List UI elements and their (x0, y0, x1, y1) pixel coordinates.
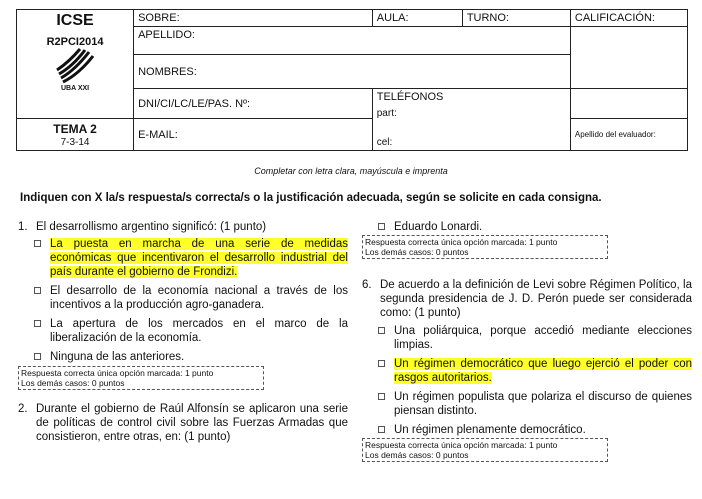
exam-logo-cell (17, 10, 134, 119)
checkbox-icon[interactable] (378, 360, 385, 367)
tema-cell (17, 119, 134, 151)
telefonos-field[interactable] (372, 89, 570, 151)
scoring-line-2: Los demás casos: 0 puntos (365, 247, 469, 257)
turno-field[interactable]: TURNO: (462, 10, 570, 27)
scoring-note (362, 438, 608, 462)
q1-option-c[interactable] (18, 317, 348, 345)
scoring-line-2: Los demás casos: 0 puntos (21, 378, 125, 388)
q1-option-d[interactable] (18, 350, 348, 364)
question-number: 6. (362, 279, 372, 291)
calificacion-box[interactable] (570, 27, 687, 89)
checkbox-icon[interactable] (34, 320, 41, 327)
exam-name: ICSE (56, 12, 94, 29)
q5-option-d[interactable] (362, 220, 692, 234)
sobre-field[interactable]: SOBRE: (134, 10, 373, 27)
tema-date: 7-3-14 (60, 136, 90, 148)
cel-label: cel: (376, 137, 393, 148)
scoring-note (18, 366, 264, 390)
option-text: La puesta en marcha de una serie de medidas económicas que incentivaron el desarrollo industrial del país durante el gobierno de Frondizi. (50, 238, 348, 278)
question-number: 1. (18, 221, 28, 233)
q6-option-d[interactable] (362, 423, 692, 437)
right-column (362, 220, 692, 462)
scoring-line-2: Los demás casos: 0 puntos (365, 450, 469, 460)
q6-option-a[interactable] (362, 324, 692, 352)
option-text: Ninguna de las anteriores. (50, 351, 185, 363)
evaluador-spacer (570, 89, 687, 119)
checkbox-icon[interactable] (378, 393, 385, 400)
q6-option-c[interactable] (362, 390, 692, 418)
question-text: De acuerdo a la definición de Levi sobre Régimen Político, la segunda presidencia de J. D. Perón puede ser considerada como: (1 punto) (380, 279, 692, 319)
scoring-note (362, 235, 608, 259)
left-column (18, 220, 348, 444)
question-text: Durante el gobierno de Raúl Alfonsín se aplicaron una serie de políticas de control civil sobre las Fuerzas Armadas que consistieron, entre otras, en: (1 punto) (36, 403, 348, 443)
checkbox-icon[interactable] (378, 223, 385, 230)
option-text: Eduardo Lonardi. (394, 221, 483, 233)
evaluador-field[interactable]: Apellido del evaluador: (570, 119, 687, 151)
scoring-line-1: Respuesta correcta única opción marcada: 1 punto (365, 440, 558, 450)
option-text: Un régimen plenamente democrático. (394, 424, 586, 436)
apellido-field[interactable]: APELLIDO: (134, 27, 571, 55)
option-text: Un régimen populista que polariza el discurso de quienes piensan distinto. (394, 391, 692, 417)
checkbox-icon[interactable] (34, 353, 41, 360)
exam-instruction: Indiquen con X la/s respuesta/s correcta/s o la justificación adecuada, según se solicite en cada consigna. (20, 192, 602, 204)
option-text: La apertura de los mercados en el marco de la liberalización de la economía. (50, 318, 348, 344)
checkbox-icon[interactable] (34, 240, 41, 247)
calificacion-field[interactable]: CALIFICACIÓN: (570, 10, 687, 27)
question-number: 2. (18, 403, 28, 415)
aula-field[interactable]: AULA: (372, 10, 462, 27)
email-field[interactable]: E-MAIL: (134, 119, 373, 151)
checkbox-icon[interactable] (378, 327, 385, 334)
telefonos-label: TELÉFONOS (376, 91, 444, 103)
question-2 (18, 402, 348, 444)
logo-text: UBA XXI (60, 85, 90, 92)
checkbox-icon[interactable] (34, 287, 41, 294)
question-1 (18, 220, 348, 234)
q6-option-b[interactable] (362, 357, 692, 385)
q1-option-a[interactable] (18, 237, 348, 279)
fill-instruction: Completar con letra clara, mayúscula e imprenta (254, 166, 448, 176)
checkbox-icon[interactable] (378, 426, 385, 433)
nombres-field[interactable]: NOMBRES: (134, 55, 571, 89)
exam-code: R2PCI2014 (46, 36, 104, 48)
question-text: El desarrollismo argentino significó: (1 punto) (36, 221, 267, 233)
tema-label: TEMA 2 (53, 121, 97, 136)
question-6 (362, 278, 692, 320)
scoring-line-1: Respuesta correcta única opción marcada: 1 punto (365, 237, 558, 247)
part-label: part: (376, 108, 397, 119)
option-text: Un régimen democrático que luego ejerció el poder con rasgos autoritarios. (394, 358, 692, 384)
uba-logo-icon (55, 48, 95, 84)
option-text: Una poliárquica, porque accedió mediante elecciones limpias. (394, 325, 692, 351)
header-table (16, 9, 688, 151)
dni-field[interactable]: DNI/CI/LC/LE/PAS. Nº: (134, 89, 373, 119)
scoring-line-1: Respuesta correcta única opción marcada: 1 punto (21, 368, 214, 378)
option-text: El desarrollo de la economía nacional a través de los incentivos a la producción agro-ganadera. (50, 285, 348, 311)
q1-option-b[interactable] (18, 284, 348, 312)
